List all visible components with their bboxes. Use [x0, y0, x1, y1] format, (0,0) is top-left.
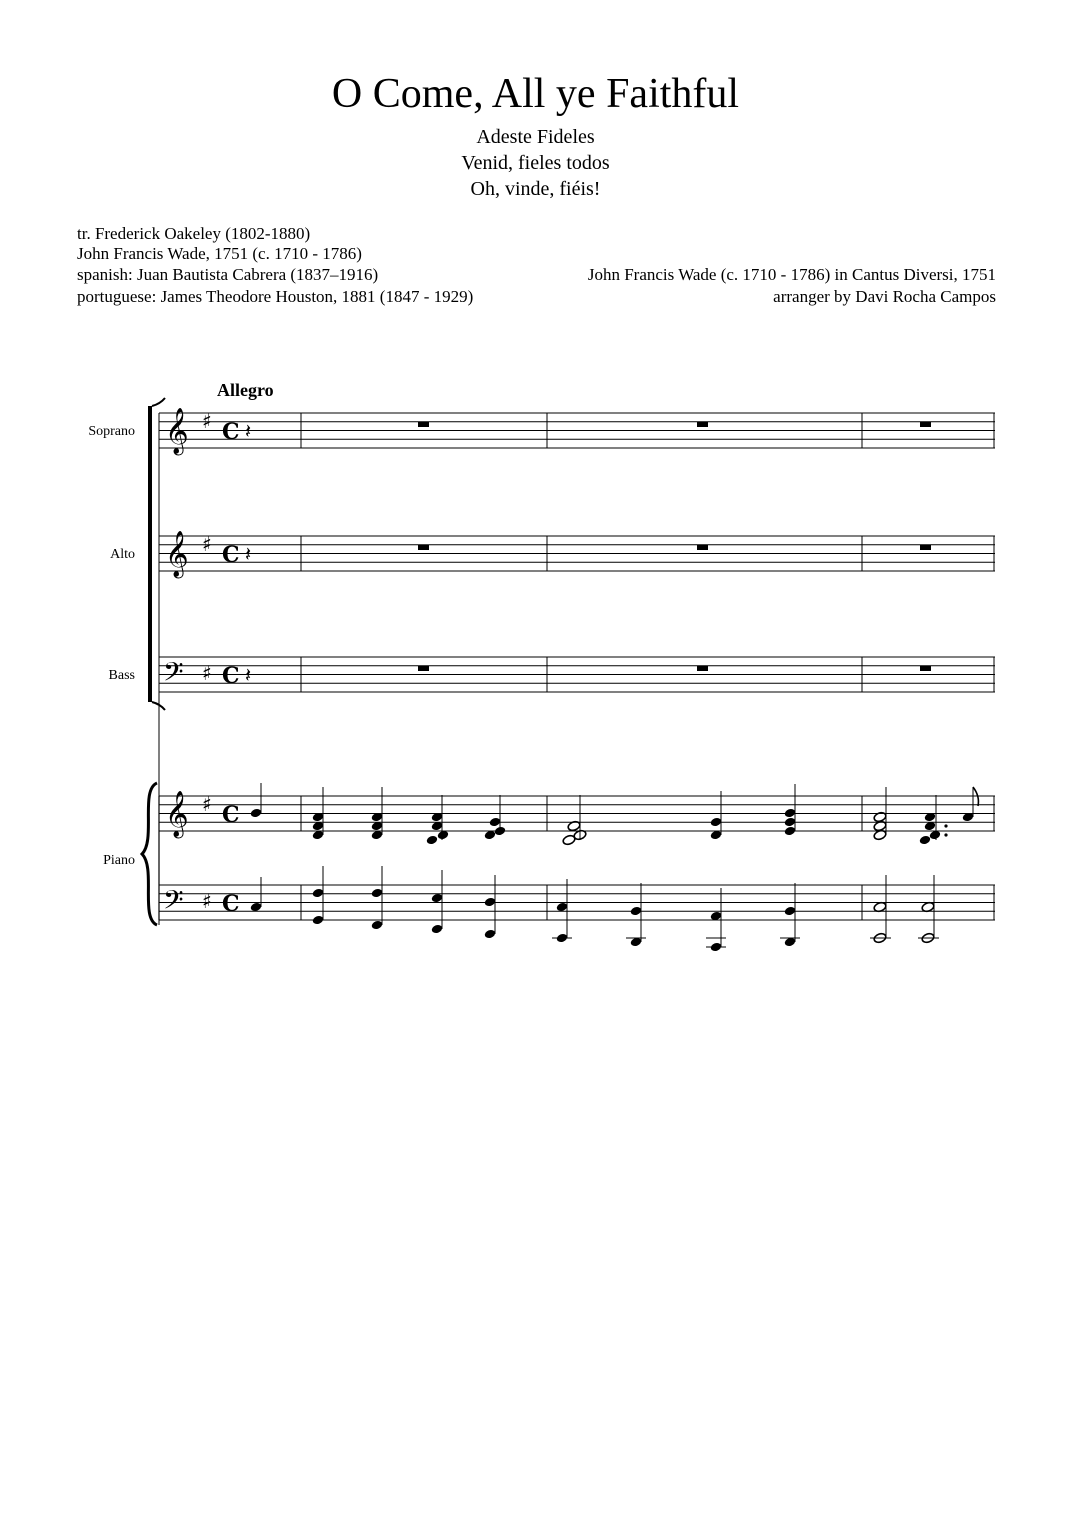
sharp-icon: ♯	[202, 792, 212, 816]
whole-rest-icon	[920, 545, 931, 550]
bass-clef-icon: 𝄢	[163, 884, 184, 922]
part-name-piano: Piano	[103, 853, 135, 868]
sharp-icon: ♯	[202, 409, 212, 433]
credit-spanish: spanish: Juan Bautista Cabrera (1837–1916)	[77, 265, 379, 284]
staff-piano-bass	[159, 866, 995, 952]
whole-rest-icon	[418, 666, 429, 671]
whole-rest-icon	[697, 666, 708, 671]
whole-rest-icon	[697, 422, 708, 427]
quarter-rest-icon: 𝄽	[245, 542, 252, 566]
subtitle-latin: Adeste Fideles	[476, 126, 595, 148]
quarter-rest-icon: 𝄽	[245, 419, 252, 443]
credit-composer: John Francis Wade (c. 1710 - 1786) in Cantus Diversi, 1751	[587, 265, 996, 284]
staff-alto	[159, 531, 995, 579]
score-title: O Come, All ye Faithful	[331, 71, 740, 117]
tempo-marking: Allegro	[217, 380, 274, 400]
subtitle-portuguese: Oh, vinde, fiéis!	[470, 178, 601, 200]
part-name-soprano: Soprano	[88, 424, 135, 439]
bass-clef-icon: 𝄢	[163, 656, 184, 694]
credit-author: John Francis Wade, 1751 (c. 1710 - 1786)	[77, 244, 362, 263]
staff-bass	[159, 656, 995, 694]
treble-clef-icon: 𝄞	[165, 408, 189, 454]
quarter-rest-icon: 𝄽	[245, 663, 252, 687]
sharp-icon: ♯	[202, 661, 212, 685]
common-time-icon: C	[222, 542, 240, 568]
part-name-bass: Bass	[108, 668, 135, 683]
treble-clef-icon: 𝄞	[165, 531, 189, 577]
credit-portuguese: portuguese: James Theodore Houston, 1881 (1847 - 1929)	[77, 287, 474, 306]
common-time-icon: C	[222, 802, 240, 828]
whole-rest-icon	[418, 422, 429, 427]
whole-rest-icon	[920, 666, 931, 671]
common-time-icon: C	[222, 419, 240, 445]
staff-soprano	[159, 408, 995, 456]
credit-translator: tr. Frederick Oakeley (1802-1880)	[77, 224, 311, 243]
piano-brace	[142, 783, 157, 925]
common-time-icon: C	[222, 891, 240, 917]
part-name-alto: Alto	[110, 547, 135, 562]
whole-rest-icon	[920, 422, 931, 427]
credit-arranger: arranger by Davi Rocha Campos	[773, 287, 996, 306]
sharp-icon: ♯	[202, 889, 212, 913]
sharp-icon: ♯	[202, 532, 212, 556]
subtitle-spanish: Venid, fieles todos	[461, 152, 610, 174]
common-time-icon: C	[222, 663, 240, 689]
whole-rest-icon	[418, 545, 429, 550]
staff-piano-treble	[159, 783, 995, 846]
treble-clef-icon: 𝄞	[165, 791, 189, 837]
whole-rest-icon	[697, 545, 708, 550]
